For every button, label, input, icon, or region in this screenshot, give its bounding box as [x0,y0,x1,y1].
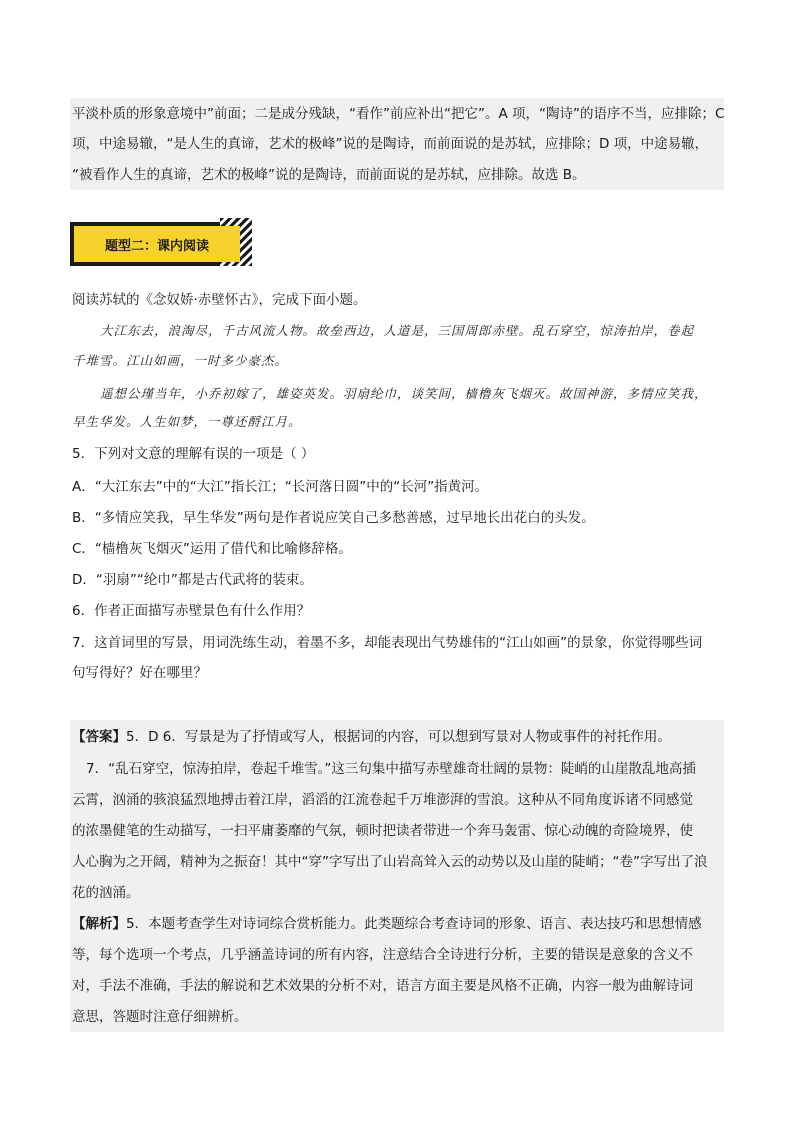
answer-line-5: 人心胸为之开阔，精神为之振奋！其中“穿”字写出了山岩高耸入云的动势以及山崖的陡峭；“卷”字写出了浪 [72,854,708,870]
poem-line-1: 大江东去，浪淘尽，千古风流人物。故垒西边，人道是，三国周郎赤壁。乱石穿空，惊涛拍岸，卷起 [100,323,695,338]
poem-line-3: 遥想公瑾当年，小乔初嫁了，雄姿英发。羽扇纶巾，谈笑间，樯橹灰飞烟灭。故国神游，多情应笑我， [100,386,708,401]
analysis-first-line: 5．本题考查学生对诗词综合赏析能力。此类题综合考查诗词的形象、语言、表达技巧和思想情感 [126,916,702,932]
option-d: D．“羽扇”“纶巾”都是古代武将的装束。 [72,572,313,588]
reading-intro: 阅读苏轼的《念奴娇·赤壁怀古》，完成下面小题。 [72,292,367,308]
previous-answer-line-2: 项，中途易辙，“是人生的真谛，艺术的极峰”说的是陶诗，而前面说的是苏轼，应排除；D 项，中途易辙， [72,136,709,152]
answer-tag: 【答案】 [72,729,126,745]
answer-line-1 [72,727,724,747]
poem-line-4: 早生华发。人生如梦，一尊还酹江月。 [72,414,302,429]
analysis-tag: 【解析】 [72,916,126,932]
answer-line-4: 的浓墨健笔的生动描写，一扫平庸萎靡的气氛，顿时把读者带进一个奔马轰雷、惊心动魄的奇险境界，使 [72,823,693,839]
option-a: A．“大江东去”中的“大江”指长江；“长河落日圆”中的“长河”指黄河。 [72,479,489,495]
analysis-line-1 [72,914,724,934]
answer-line-3: 云霄，汹涌的骇浪猛烈地搏击着江岸，滔滔的江流卷起千万堆澎湃的雪浪。这种从不同角度诉诸不同感觉 [72,792,693,808]
previous-answer-line-1: 平淡朴质的形象意境中”前面；二是成分残缺，“看作”前应补出“把它”。A 项，“陶诗”的语序不当，应排除；C [72,106,725,122]
analysis-line-4: 意思，答题时注意仔细辨析。 [72,1009,248,1025]
question-7-line-1: 7．这首词里的写景，用词洗练生动，着墨不多，却能表现出气势雄伟的“江山如画”的景象，你觉得哪些词 [72,635,703,651]
analysis-line-3: 对，手法不准确，手法的解说和艺术效果的分析不对，语言方面主要是风格不正确，内容一般为曲解诗词 [72,978,693,994]
badge-label: 题型二：课内阅读 [74,226,240,262]
question-7-line-2: 句写得好？好在哪里？ [72,665,207,681]
question-5: 5．下列对文意的理解有误的一项是（ ） [72,446,315,462]
option-b: B．“多情应笑我，早生华发”两句是作者说应笑自己多愁善感，过早地长出花白的头发。 [72,510,595,526]
answer-line-6: 花的汹涌。 [72,885,140,901]
analysis-line-2: 等，每个选项一个考点，几乎涵盖诗词的所有内容，注意结合全诗进行分析，主要的错误是意象的含义不 [72,947,693,963]
option-c: C．“樯橹灰飞烟灭”运用了借代和比喻修辞格。 [72,541,352,557]
poem-line-2: 千堆雪。江山如画，一时多少豪杰。 [72,353,289,368]
previous-answer-line-3: “被看作人生的真谛，艺术的极峰”说的是陶诗，而前面说的是苏轼，应排除。故选 B。 [72,167,586,183]
answer-first-line: 5．D 6．写景是为了抒情或写人，根据词的内容，可以想到写景对人物或事件的衬托作用。 [126,729,671,745]
answer-line-2: 7．“乱石穿空，惊涛拍岸，卷起千堆雪。”这三句集中描写赤壁雄奇壮阔的景物：陡峭的山崖散乱地高插 [86,761,696,777]
section-badge [70,218,252,266]
question-6: 6．作者正面描写赤壁景色有什么作用？ [72,603,311,619]
